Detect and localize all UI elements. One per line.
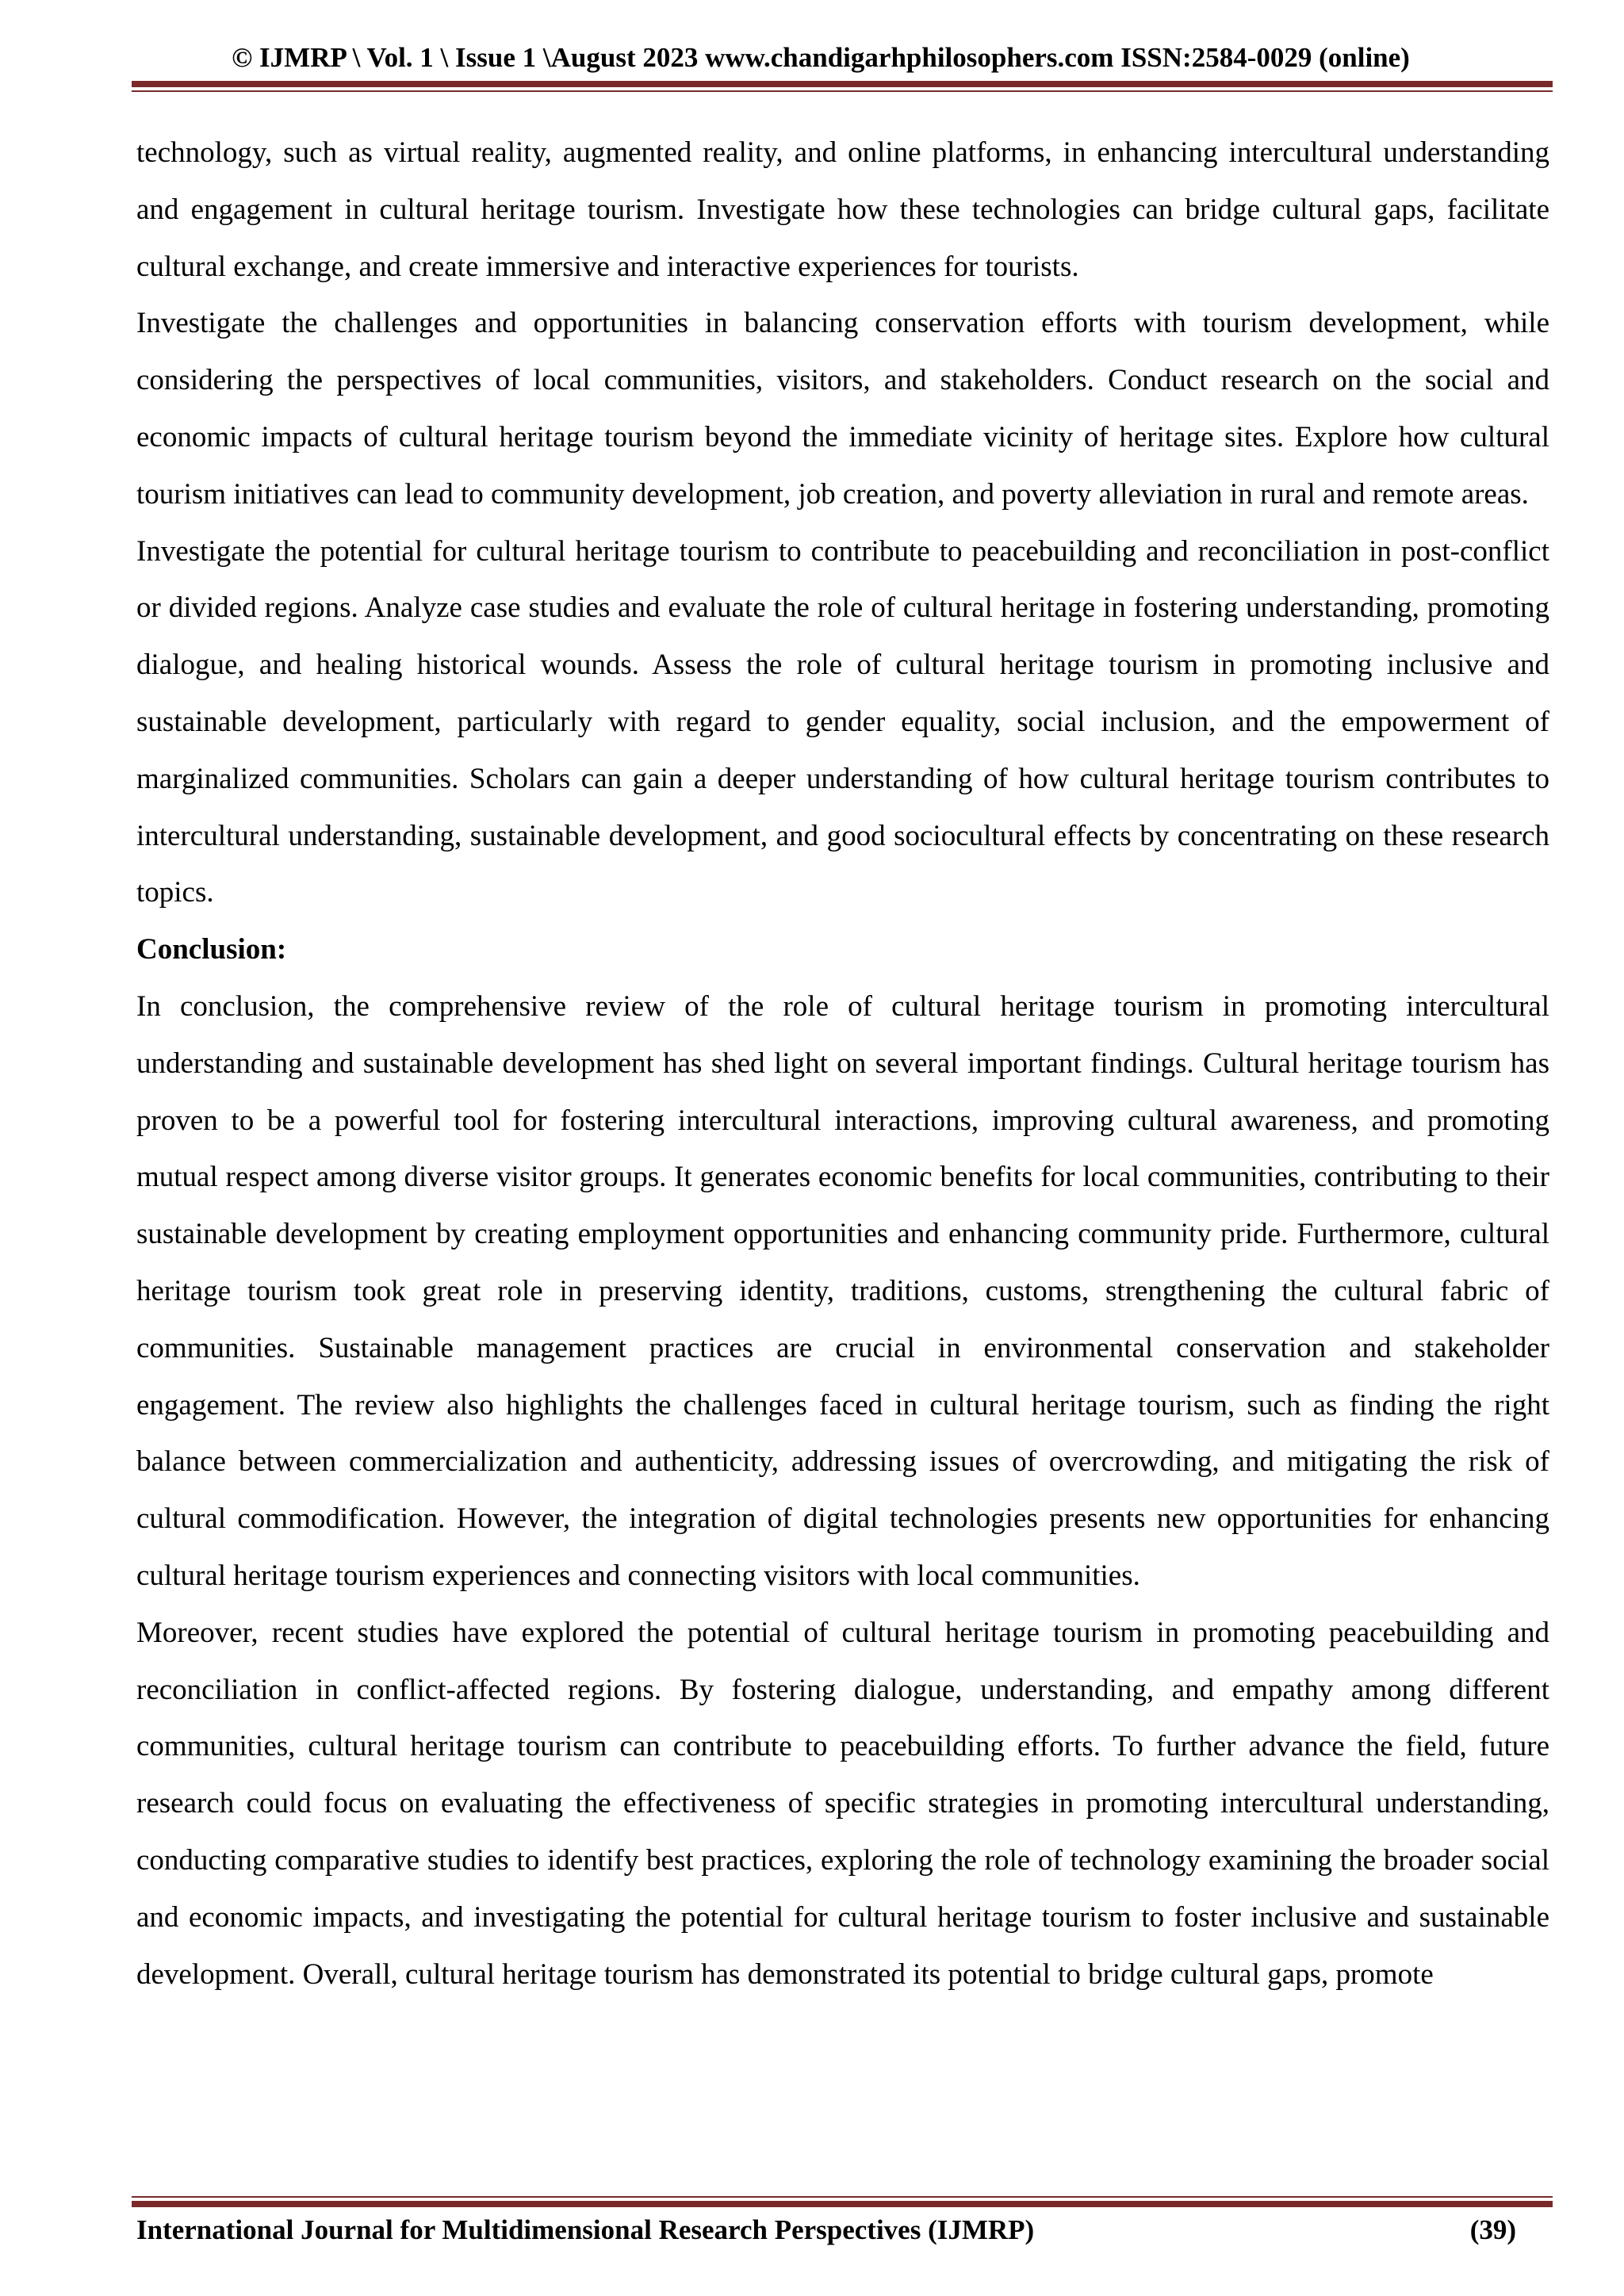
paragraph: technology, such as virtual reality, augmented reality, and online platforms, in enhancing intercultural understanding and engagement in cultural heritage tourism. Investigate how these technologies can bridge cultural gaps, facilitate cultural exchange, and create immersive and interactive experiences for tourists. xyxy=(136,136,1549,283)
header-rule-thin xyxy=(132,90,1553,92)
journal-name: International Journal for Multidimensional Research Perspectives (IJMRP) xyxy=(136,2214,1035,2245)
page-number: (39) xyxy=(1469,2214,1516,2245)
paragraph: Investigate the challenges and opportunities in balancing conservation efforts with tourism development, while considering the perspectives of local communities, visitors, and stakeholders. Conduct research on the social and economic impacts of cultural heritage tourism beyond the immediate vicinity of heritage sites. Explore how cultural tourism initiatives can lead to community development, job creation, and poverty alleviation in rural and remote areas. xyxy=(136,307,1549,511)
paragraph: Moreover, recent studies have explored the potential of cultural heritage tourism in promoting peacebuilding and reconciliation in conflict-affected regions. By fostering dialogue, understanding, and empathy among different communities, cultural heritage tourism can contribute to peacebuilding efforts. To further advance the field, future research could focus on evaluating the effectiveness of specific strategies in promoting intercultural understanding, conducting comparative studies to identify best practices, exploring the role of technology examining the broader social and economic impacts, and investigating the potential for cultural heritage tourism to foster inclusive and sustainable development. Overall, cultural heritage tourism has demonstrated its potential to bridge cultural gaps, promote xyxy=(136,1616,1549,1991)
section-heading-conclusion: Conclusion: xyxy=(136,933,287,966)
article-body xyxy=(136,124,1549,2003)
paragraph: In conclusion, the comprehensive review of the role of cultural heritage tourism in promoting intercultural understanding and sustainable development has shed light on several important findings. Cultural heritage tourism has proven to be a powerful tool for fostering intercultural interactions, improving cultural awareness, and promoting mutual respect among diverse visitor groups. It generates economic benefits for local communities, contributing to their sustainable development by creating employment opportunities and enhancing community pride. Furthermore, cultural heritage tourism took great role in preserving identity, traditions, customs, strengthening the cultural fabric of communities. Sustainable management practices are crucial in environmental conservation and stakeholder engagement. The review also highlights the challenges faced in cultural heritage tourism, such as finding the right balance between commercialization and authenticity, addressing issues of overcrowding, and mitigating the risk of cultural commodification. However, the integration of digital technologies presents new opportunities for enhancing cultural heritage tourism experiences and connecting visitors with local communities. xyxy=(136,989,1549,1592)
footer-rule-thin xyxy=(132,2196,1553,2198)
paragraph: Investigate the potential for cultural heritage tourism to contribute to peacebuilding and reconciliation in post-conflict or divided regions. Analyze case studies and evaluate the role of cultural heritage in fostering understanding, promoting dialogue, and healing historical wounds. Assess the role of cultural heritage tourism in promoting inclusive and sustainable development, particularly with regard to gender equality, social inclusion, and the empowerment of marginalized communities. Scholars can gain a deeper understanding of how cultural heritage tourism contributes to intercultural understanding, sustainable development, and good sociocultural effects by concentrating on these research topics. xyxy=(136,534,1549,909)
header-rule-thick xyxy=(132,81,1553,87)
running-footer xyxy=(136,2212,1532,2248)
running-header: © IJMRP \ Vol. 1 \ Issue 1 \August 2023 www.chandigarhphilosophers.com ISSN:2584-0029 (online) xyxy=(232,42,1410,73)
footer-rule-thick xyxy=(132,2201,1553,2207)
